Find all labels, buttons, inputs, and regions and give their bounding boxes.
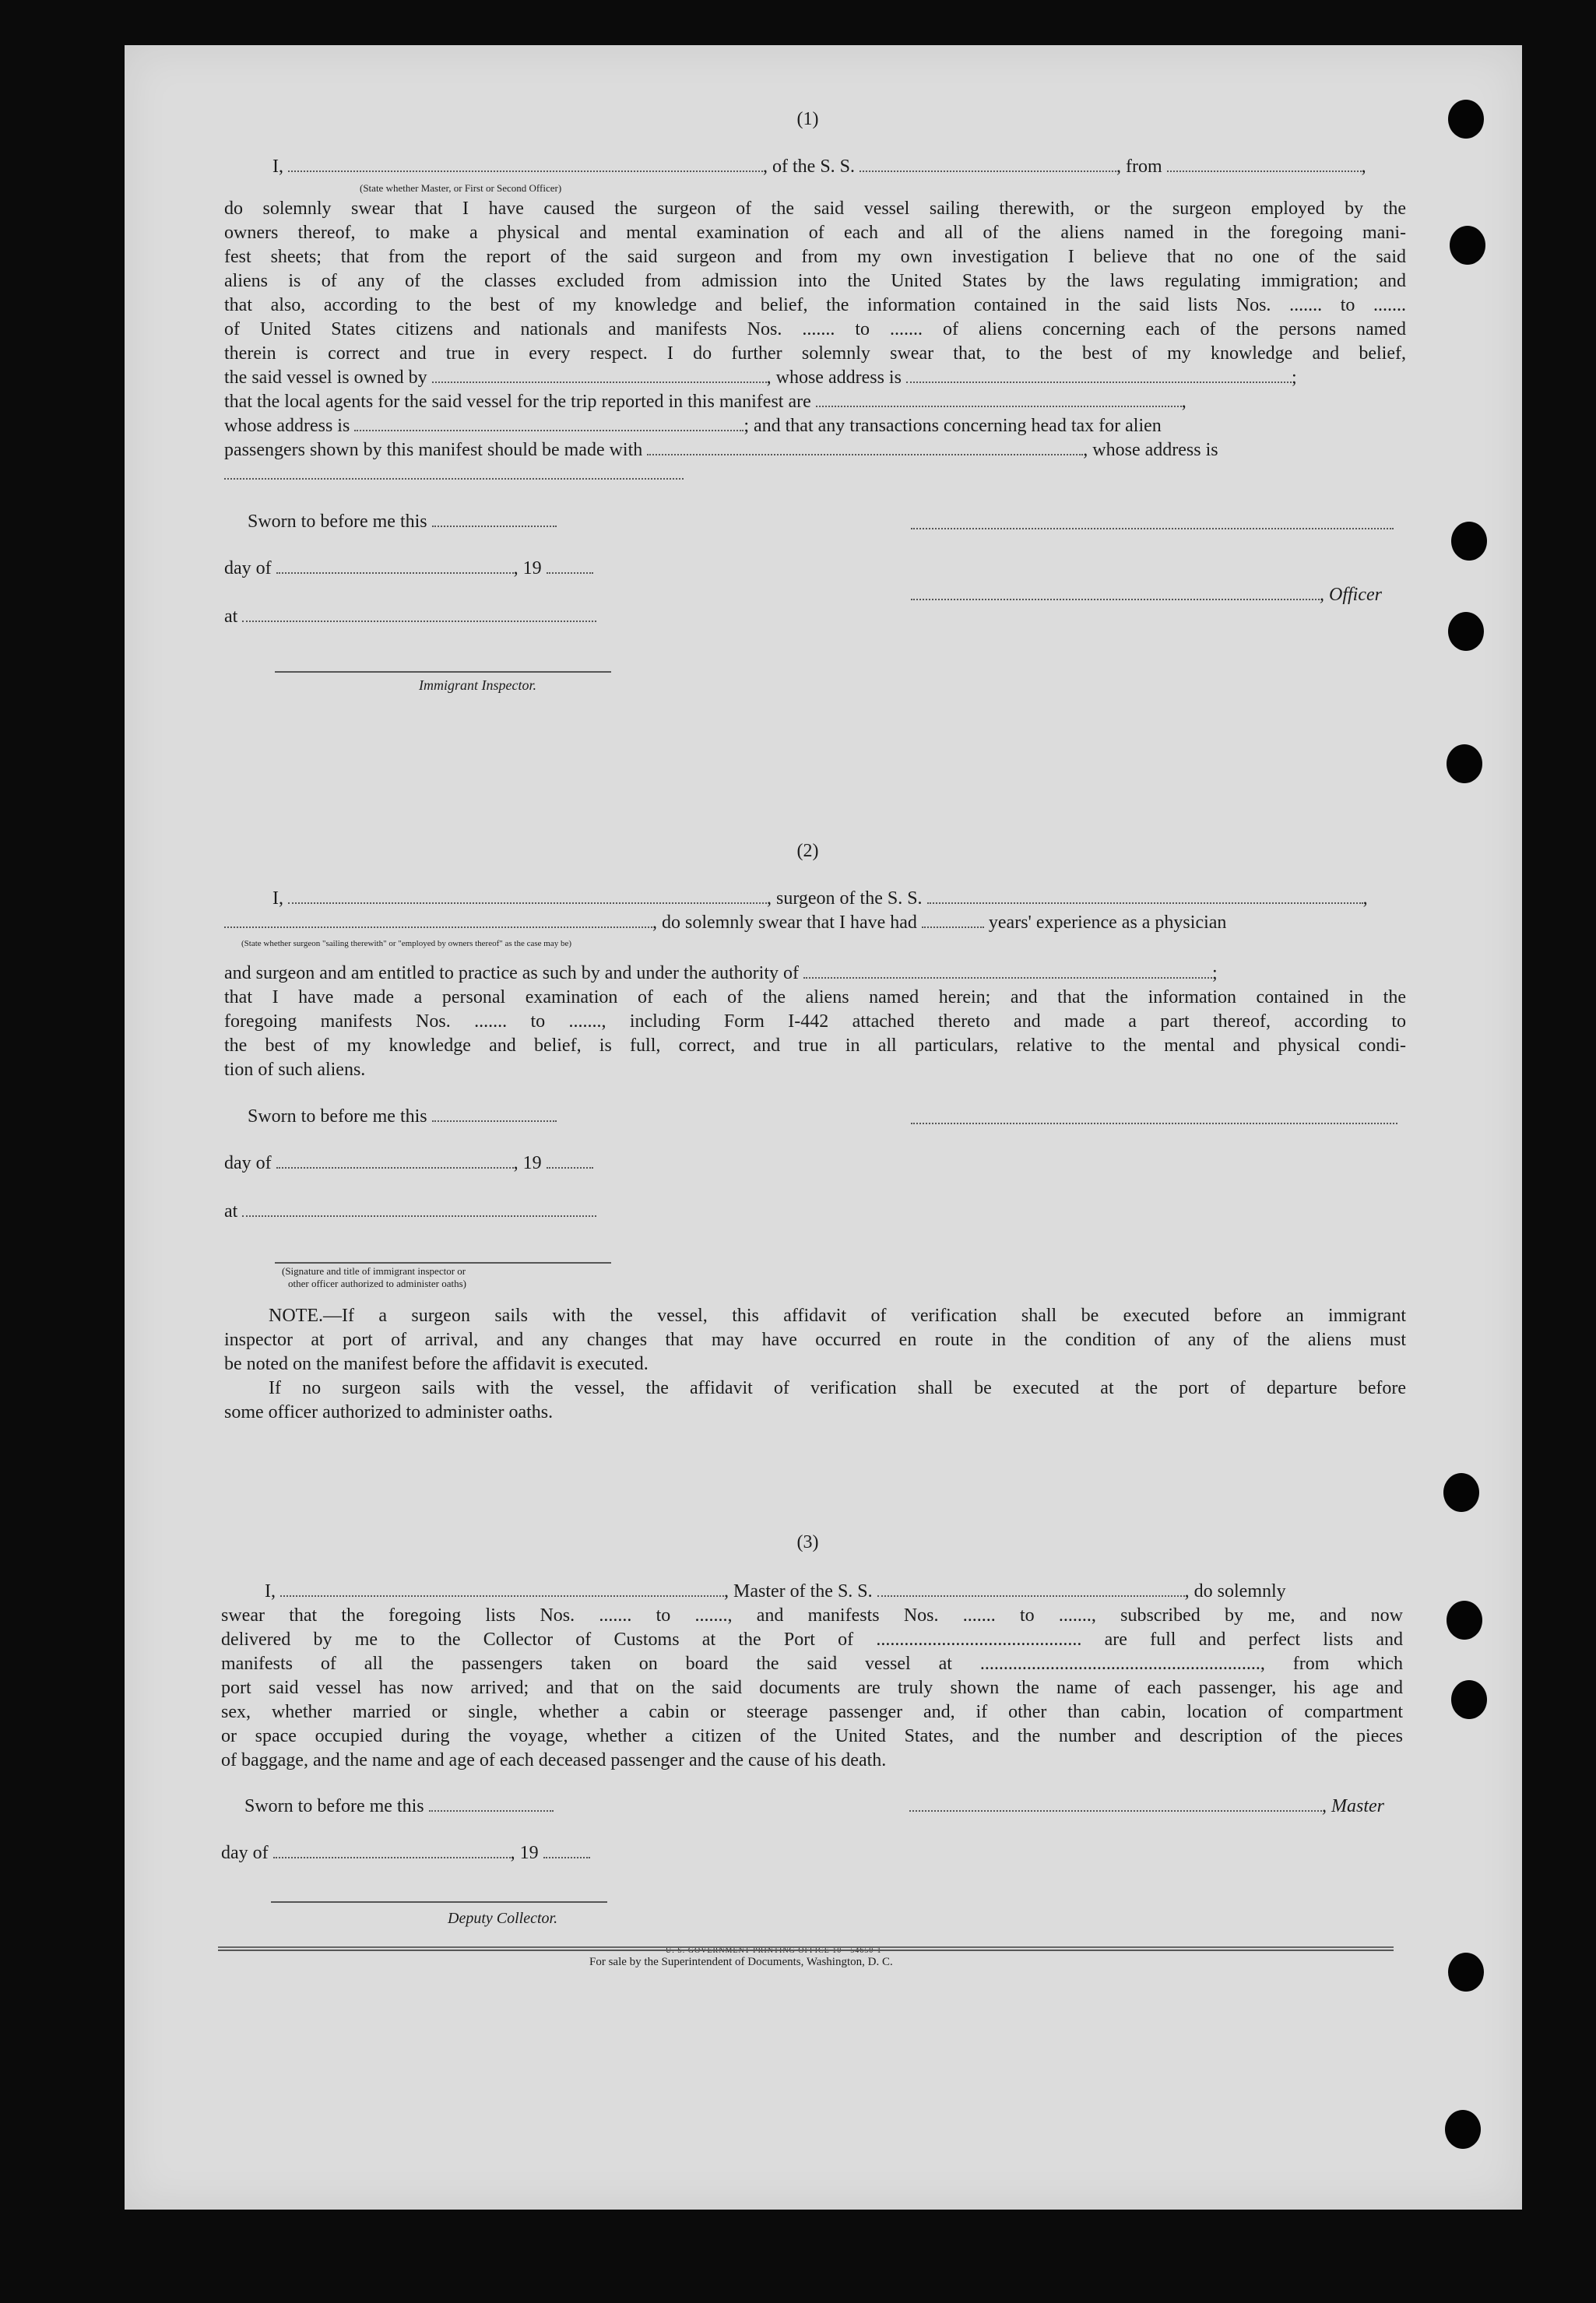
inspector-signature-line xyxy=(275,1262,611,1264)
sig-note: other officer authorized to administer oaths) xyxy=(288,1278,466,1289)
label: I, xyxy=(272,156,283,177)
sig-note: (Signature and title of immigrant inspector or xyxy=(282,1265,466,1277)
blank-owner xyxy=(432,367,767,383)
label: passengers shown by this manifest should be made with xyxy=(224,440,643,460)
punch-hole xyxy=(1451,1680,1487,1719)
sale-notice: For sale by the Superintendent of Documents, Washington, D. C. xyxy=(589,1956,893,1968)
section-3-para-line: manifests of all the passengers taken on board the said vessel at ............................................................, from which xyxy=(221,1654,1403,1674)
label: , surgeon of the S. S. xyxy=(767,888,923,909)
note-line: NOTE.—If a surgeon sails with the vessel, this affidavit of verification shall be executed before an immigrant xyxy=(269,1306,1406,1326)
blank-surgeon-status xyxy=(224,912,652,928)
note-line: be noted on the manifest before the affidavit is executed. xyxy=(224,1354,649,1374)
at-line xyxy=(224,606,596,628)
day-of-line xyxy=(221,1842,590,1864)
section-2-line-2 xyxy=(224,912,1226,934)
note-line: If no surgeon sails with the vessel, the affidavit of verification shall be executed at the port of departure before xyxy=(269,1378,1406,1398)
note-line: inspector at port of arrival, and any changes that may have occurred en route in the condition of any of the aliens must xyxy=(224,1330,1406,1350)
collector-label: Deputy Collector. xyxy=(448,1910,558,1927)
label: day of xyxy=(224,1153,272,1173)
blank-master-name xyxy=(280,1581,724,1597)
day-of-line xyxy=(224,1152,593,1174)
label: Sworn to before me this xyxy=(248,512,427,532)
label: , whose address is xyxy=(1083,440,1218,460)
sworn-line xyxy=(248,1106,557,1127)
blank-year xyxy=(543,1843,590,1858)
punch-hole xyxy=(1448,612,1484,651)
section-2-para-line: foregoing manifests Nos. ....... to ......., including Form I-442 attached thereto and made a part thereof, according to xyxy=(224,1011,1406,1032)
label: , do solemnly xyxy=(1184,1581,1286,1602)
label: I, xyxy=(272,888,283,909)
blank-surgeon-signature xyxy=(911,1123,1397,1124)
label: I, xyxy=(265,1581,276,1602)
label: , do solemnly swear that I have had xyxy=(652,912,917,933)
blank-agents xyxy=(816,392,1182,407)
punch-hole xyxy=(1443,1473,1479,1512)
section-1-line-1 xyxy=(272,156,1366,178)
section-1-para-line: fest sheets; that from the report of the said surgeon and from my own investigation I believe that no one of the said xyxy=(224,247,1406,267)
label: the said vessel is owned by xyxy=(224,367,427,388)
passengers-line xyxy=(224,439,1218,461)
section-3-para-line: or space occupied during the voyage, whether a citizen of the United States, and the number and description of the pieces xyxy=(221,1726,1403,1746)
blank-year xyxy=(547,558,593,574)
manifest-sheet xyxy=(125,45,1522,2210)
footer-rule xyxy=(218,1946,1394,1948)
section-2-para-line: the best of my knowledge and belief, is full, correct, and true in all particulars, relative to the mental and physical condi- xyxy=(224,1035,1406,1056)
section-1-para-line: therein is correct and true in every respect. I do further solemnly swear that, to the best of my knowledge and belief, xyxy=(224,343,1406,364)
label: whose address is xyxy=(224,416,350,436)
blank-vessel-name xyxy=(927,888,1363,904)
section-2-line-1 xyxy=(272,888,1368,909)
surgeon-state-note: (State whether surgeon "sailing therewith" or "employed by owners thereof" as the case may be) xyxy=(241,939,572,948)
printing-office-imprint: U. S. GOVERNMENT PRINTING OFFICE 10—54650-1 xyxy=(666,1946,882,1955)
label: Sworn to before me this xyxy=(244,1796,424,1816)
blank-sworn-day xyxy=(432,1106,557,1122)
at-line xyxy=(224,1201,596,1222)
blank-year xyxy=(547,1153,593,1169)
section-3-para-line: sex, whether married or single, whether a cabin or steerage passenger and, if other than cabin, location of compartment xyxy=(221,1702,1403,1722)
punch-hole xyxy=(1451,522,1487,561)
punch-hole xyxy=(1447,1601,1482,1640)
blank-place xyxy=(242,607,596,622)
section-1-para-line: aliens is of any of the classes excluded from admission into the United States by the laws regulating immigration; and xyxy=(224,271,1406,291)
label: , Officer xyxy=(1320,585,1382,605)
sworn-line xyxy=(248,511,557,533)
master-signature-line xyxy=(909,1795,1384,1817)
blank-master-signature xyxy=(909,1796,1322,1812)
label: at xyxy=(224,1201,238,1222)
section-3-para-line: swear that the foregoing lists Nos. ....... to ......., and manifests Nos. ....... to ......., subscribed by me, and now xyxy=(221,1605,1403,1626)
blank-officer xyxy=(911,585,1320,600)
label: and surgeon and am entitled to practice as such by and under the authority of xyxy=(224,963,799,983)
label: , 19 xyxy=(510,1843,539,1863)
note-line: some officer authorized to administer oaths. xyxy=(224,1402,554,1422)
label: , xyxy=(1181,392,1186,412)
punch-hole xyxy=(1445,2110,1481,2149)
section-1-para-line: do solemnly swear that I have caused the surgeon of the said vessel sailing therewith, or the surgeon employed by the xyxy=(224,199,1406,219)
section-1-para-line: that also, according to the best of my knowledge and belief, the information contained in the said lists Nos. ....... to ....... xyxy=(224,295,1406,315)
label: , whose address is xyxy=(766,367,902,388)
blank-month xyxy=(276,558,514,574)
label: , Master xyxy=(1322,1796,1384,1816)
label: , of the S. S. xyxy=(763,156,856,177)
punch-hole xyxy=(1447,744,1482,783)
section-3-para-line: delivered by me to the Collector of Customs at the Port of ............................................ are full and perfect lists and xyxy=(221,1630,1403,1650)
owned-line xyxy=(224,367,1297,389)
section-3-heading: (3) xyxy=(796,1532,819,1552)
state-note: (State whether Master, or First or Second Officer) xyxy=(360,182,562,194)
label: , Master of the S. S. xyxy=(724,1581,873,1602)
section-2-para-line: tion of such aliens. xyxy=(224,1060,366,1080)
authority-line xyxy=(224,962,1218,984)
label: , 19 xyxy=(513,558,542,578)
label: at xyxy=(224,607,238,627)
blank-surgeon-name xyxy=(288,888,767,904)
blank-officer-signature xyxy=(911,528,1394,529)
label: years' experience as a physician xyxy=(988,912,1227,933)
label: Sworn to before me this xyxy=(248,1106,427,1127)
punch-hole xyxy=(1450,226,1485,265)
label: ; and that any transactions concerning head tax for alien xyxy=(744,416,1162,436)
label: day of xyxy=(224,558,272,578)
section-2-heading: (2) xyxy=(796,841,819,861)
blank-month xyxy=(273,1843,511,1858)
section-1-heading: (1) xyxy=(796,109,819,129)
inspector-label: Immigrant Inspector. xyxy=(419,677,536,693)
blank-officer-name xyxy=(288,156,763,172)
label: ; xyxy=(1291,367,1297,388)
agents-line xyxy=(224,391,1186,413)
section-1-para-line: of United States citizens and nationals and manifests Nos. ....... to ....... of aliens concerning each of the persons named xyxy=(224,319,1406,339)
section-3-line-1 xyxy=(265,1580,1286,1602)
label: that the local agents for the said vessel for the trip reported in this manifest are xyxy=(224,392,811,412)
label: , xyxy=(1361,156,1366,177)
blank-years xyxy=(922,912,984,928)
label: , xyxy=(1362,888,1368,909)
label: , 19 xyxy=(513,1153,542,1173)
blank-address-line xyxy=(224,478,684,480)
section-1-para-line: owners thereof, to make a physical and mental examination of each and all of the aliens named in the foregoing mani- xyxy=(224,223,1406,243)
blank-place xyxy=(242,1201,596,1217)
sworn-line xyxy=(244,1795,554,1817)
blank-port-from xyxy=(1167,156,1362,172)
label: day of xyxy=(221,1843,269,1863)
section-3-para-line: port said vessel has now arrived; and that on the said documents are truly shown the name of each passenger, his age and xyxy=(221,1678,1403,1698)
section-3-para-line: of baggage, and the name and age of each deceased passenger and the cause of his death. xyxy=(221,1750,887,1770)
day-of-line xyxy=(224,557,593,579)
collector-signature-line xyxy=(271,1901,607,1903)
inspector-signature-line xyxy=(275,671,611,673)
punch-hole xyxy=(1448,1953,1484,1992)
agent-address-line xyxy=(224,415,1162,437)
blank-sworn-day xyxy=(432,512,557,527)
blank-vessel-name xyxy=(860,156,1116,172)
label: ; xyxy=(1212,963,1218,983)
blank-vessel-name xyxy=(877,1581,1185,1597)
blank-month xyxy=(276,1153,514,1169)
officer-line xyxy=(911,584,1382,606)
section-2-para-line: that I have made a personal examination of each of the aliens named herein; and that the information contained in the xyxy=(224,987,1406,1007)
label: , from xyxy=(1116,156,1162,177)
blank-head-tax-party xyxy=(647,440,1083,455)
blank-authority xyxy=(803,963,1212,979)
blank-owner-address xyxy=(906,367,1292,383)
blank-agent-address xyxy=(354,416,744,431)
blank-sworn-day xyxy=(429,1796,554,1812)
